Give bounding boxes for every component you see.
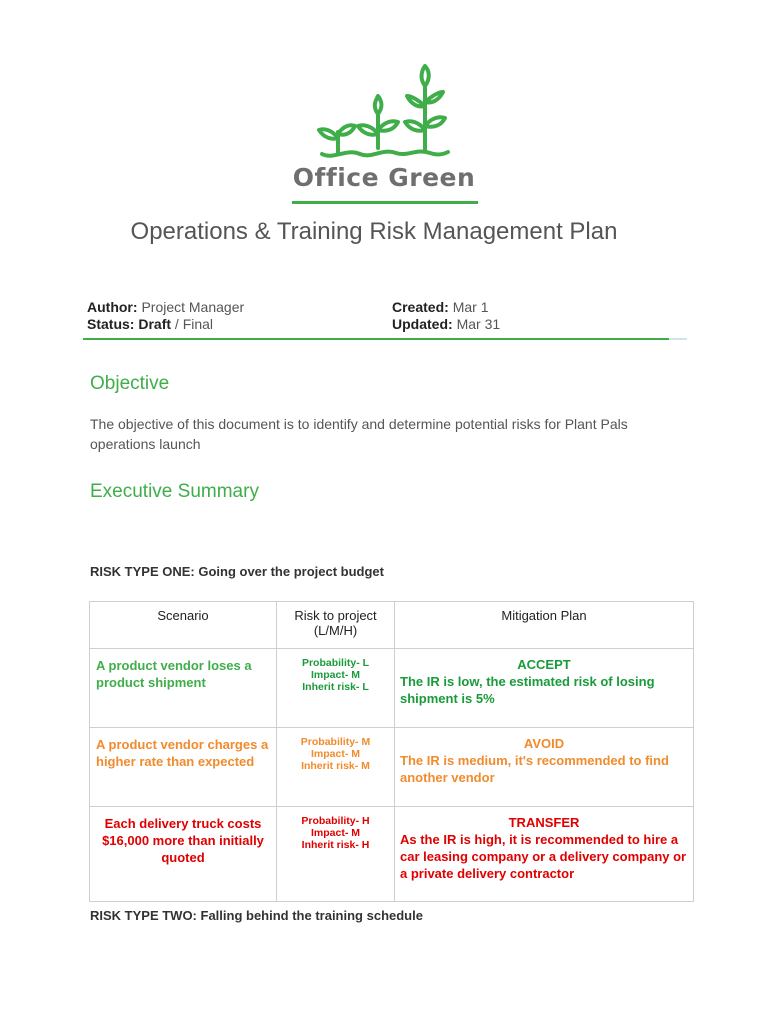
- header-mitigation-plan: Mitigation Plan: [395, 602, 694, 649]
- table-row: [90, 807, 694, 902]
- header-scenario: Scenario: [90, 602, 277, 649]
- risk-rating-cell: [277, 728, 395, 807]
- mitigation-text: The IR is low, the estimated risk of losing shipment is 5%: [400, 674, 655, 706]
- objective-heading: Objective: [90, 373, 170, 394]
- updated-line: [392, 316, 500, 333]
- brand-underline: [292, 201, 478, 204]
- impact-value: Impact- M: [310, 827, 360, 839]
- mitigation-title: TRANSFER: [508, 815, 580, 830]
- document-title: Operations & Training Risk Management Plan: [130, 218, 618, 245]
- table-row: [90, 728, 694, 807]
- probability-value: Probability- M: [300, 736, 371, 748]
- scenario-cell: A product vendor loses a product shipment: [90, 649, 277, 728]
- mitigation-title: AVOID: [523, 736, 565, 751]
- executive-summary-heading: Executive Summary: [90, 481, 259, 502]
- brand-name: Office Green: [292, 163, 476, 192]
- status-separator: /: [171, 316, 183, 332]
- inherit-risk-value: Inherit risk- L: [302, 681, 369, 693]
- mitigation-cell: [395, 649, 694, 728]
- meta-author-status: [87, 299, 244, 333]
- author-label: Author:: [87, 299, 138, 315]
- impact-value: Impact- M: [310, 669, 360, 681]
- author-line: [87, 299, 244, 316]
- updated-label: Updated:: [392, 316, 453, 332]
- author-value: Project Manager: [141, 299, 245, 315]
- inherit-risk-value: Inherit risk- H: [301, 839, 370, 851]
- table-row: [90, 649, 694, 728]
- table-header-row: [90, 602, 694, 649]
- risk-type-two-title: RISK TYPE TWO: Falling behind the training schedule: [90, 908, 423, 923]
- status-line: [87, 316, 244, 333]
- scenario-cell: A product vendor charges a higher rate than expected: [90, 728, 277, 807]
- impact-value: Impact- M: [310, 748, 360, 760]
- updated-value: Mar 31: [456, 316, 501, 332]
- header-risk-to-project: Risk to project (L/M/H): [277, 602, 395, 649]
- mitigation-cell: [395, 807, 694, 902]
- meta-dates: [392, 299, 500, 333]
- status-final: Final: [182, 316, 214, 332]
- scenario-cell: Each delivery truck costs $16,000 more than initially quoted: [90, 807, 277, 902]
- inherit-risk-value: Inherit risk- M: [301, 760, 370, 772]
- objective-text: The objective of this document is to identify and determine potential risks for Plant Pals operations launch: [90, 416, 628, 452]
- mitigation-text: The IR is medium, it's recommended to find another vendor: [400, 753, 669, 785]
- probability-value: Probability- L: [301, 657, 370, 669]
- created-value: Mar 1: [452, 299, 489, 315]
- mitigation-title: ACCEPT: [517, 657, 571, 672]
- created-label: Created:: [392, 299, 449, 315]
- risk-table: [89, 601, 694, 902]
- created-line: [392, 299, 500, 316]
- risk-type-one-title: RISK TYPE ONE: Going over the project budget: [90, 564, 384, 579]
- probability-value: Probability- H: [301, 815, 370, 827]
- meta-divider: [83, 338, 669, 340]
- meta-divider-tail: [669, 338, 687, 340]
- mitigation-text: As the IR is high, it is recommended to hire a car leasing company or a delivery company or a private delivery contractor: [400, 832, 687, 881]
- risk-rating-cell: [277, 807, 395, 902]
- status-label: Status:: [87, 316, 135, 332]
- status-draft: Draft: [138, 316, 172, 332]
- risk-rating-cell: [277, 649, 395, 728]
- mitigation-cell: [395, 728, 694, 807]
